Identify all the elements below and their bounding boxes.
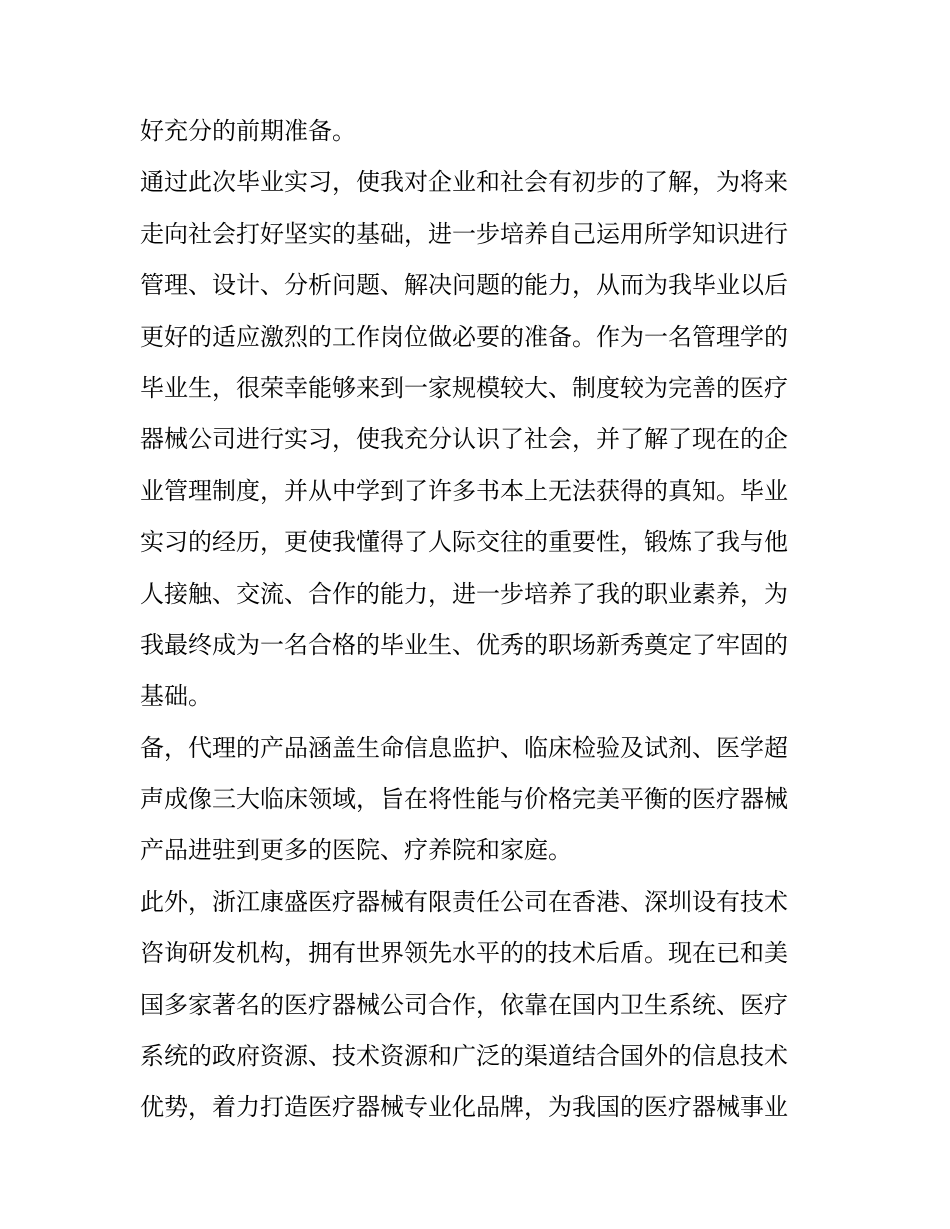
text-line: 备，代理的产品涵盖生命信息监护、临床检验及试剂、医学超 (140, 733, 788, 762)
document-body (140, 106, 816, 1134)
text-line: 实习的经历，更使我懂得了人际交往的重要性，锻炼了我与他 (140, 528, 788, 557)
text-line: 我最终成为一名合格的毕业生、优秀的职场新秀奠定了牢固的 (140, 630, 788, 659)
text-line: 优势，着力打造医疗器械专业化品牌，为我国的医疗器械事业 (140, 1093, 788, 1122)
text-line: 业管理制度，并从中学到了许多书本上无法获得的真知。毕业 (140, 476, 788, 505)
text-line: 基础。 (140, 682, 212, 711)
text-line: 毕业生，很荣幸能够来到一家规模较大、制度较为完善的医疗 (140, 373, 788, 402)
text-line: 国多家著名的医疗器械公司合作，依靠在国内卫生系统、医疗 (140, 990, 788, 1019)
text-line: 通过此次毕业实习，使我对企业和社会有初步的了解，为将来 (140, 168, 788, 197)
text-line: 系统的政府资源、技术资源和广泛的渠道结合国外的信息技术 (140, 1042, 788, 1071)
text-line: 走向社会打好坚实的基础，进一步培养自己运用所学知识进行 (140, 219, 788, 248)
text-line: 更好的适应激烈的工作岗位做必要的准备。作为一名管理学的 (140, 322, 788, 351)
text-line: 咨询研发机构，拥有世界领先水平的的技术后盾。现在已和美 (140, 939, 788, 968)
text-line: 管理、设计、分析问题、解决问题的能力，从而为我毕业以后 (140, 271, 788, 300)
text-line: 产品进驻到更多的医院、疗养院和家庭。 (140, 836, 572, 865)
text-line: 此外，浙江康盛医疗器械有限责任公司在香港、深圳设有技术 (140, 887, 788, 916)
text-line: 好充分的前期准备。 (140, 117, 356, 145)
text-line: 声成像三大临床领域，旨在将性能与价格完美平衡的医疗器械 (140, 785, 788, 814)
text-line: 器械公司进行实习，使我充分认识了社会，并了解了现在的企 (140, 425, 788, 454)
text-line: 人接触、交流、合作的能力，进一步培养了我的职业素养，为 (140, 579, 788, 608)
